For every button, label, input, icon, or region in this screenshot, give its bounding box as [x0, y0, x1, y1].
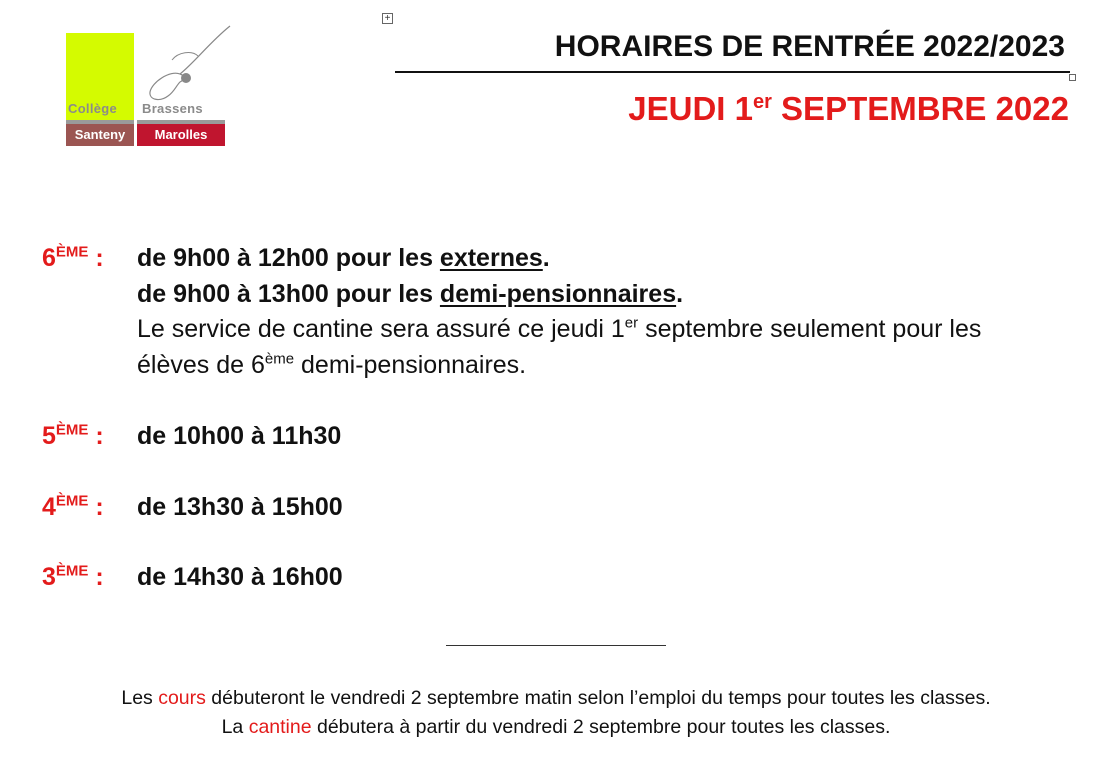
footer-text: Les [121, 687, 159, 709]
schedule-emphasis: externes [439, 244, 543, 272]
level-number: 4 [42, 493, 56, 521]
note-sup: ème [264, 350, 295, 368]
logo-college-label: Collège [68, 101, 118, 116]
schedule-time-4: de 13h30 à 15h00 [137, 493, 343, 521]
schedule-text: de 9h00 à 13h00 pour les [137, 280, 440, 308]
level-colon: : [88, 493, 104, 521]
level-number: 3 [42, 563, 56, 591]
separator-line [446, 645, 666, 646]
date-sup: er [752, 91, 772, 113]
note-text: demi-pensionnaires. [294, 351, 527, 379]
level-colon: : [88, 563, 104, 591]
table-resize-handle[interactable] [1069, 74, 1076, 81]
logo-brassens-label: Brassens [142, 101, 203, 116]
schedule-note [137, 315, 981, 344]
footer-line [0, 716, 1112, 739]
table-move-handle-icon[interactable]: + [382, 13, 393, 24]
level-sup: ÈME [55, 492, 89, 510]
level-sup: ÈME [55, 421, 89, 439]
note-text: élèves de 6 [137, 351, 265, 379]
note-text: Le service de cantine sera assuré ce jeudi 1 [137, 315, 625, 343]
title-underline [395, 71, 1070, 73]
schedule-emphasis: demi-pensionnaires [439, 280, 677, 308]
guitar-icon [140, 22, 240, 102]
level-label-3 [42, 563, 104, 592]
level-number: 6 [42, 244, 56, 272]
footer-highlight: cours [158, 687, 206, 709]
schedule-punct: . [676, 280, 684, 308]
schedule-note [137, 351, 526, 380]
schedule-punct: . [542, 244, 550, 272]
note-text: septembre seulement pour les [638, 315, 982, 343]
footer-highlight: cantine [248, 716, 312, 738]
footer-text: débuteront le vendredi 2 septembre matin selon l’emploi du temps pour toutes les classes. [205, 687, 991, 709]
level-label-5 [42, 422, 104, 451]
footer-text: La [221, 716, 249, 738]
level-colon: : [88, 422, 104, 450]
level-label-6 [42, 244, 104, 273]
date-heading [628, 90, 1069, 128]
schedule-line [137, 244, 550, 273]
level-label-4 [42, 493, 104, 522]
level-sup: ÈME [55, 243, 89, 261]
footer-text: débutera à partir du vendredi 2 septembre pour toutes les classes. [311, 716, 891, 738]
schedule-time-3: de 14h30 à 16h00 [137, 563, 343, 591]
note-sup: er [624, 314, 639, 332]
schedule-line [137, 280, 683, 309]
level-colon: : [88, 244, 104, 272]
page-title: HORAIRES DE RENTRÉE 2022/2023 [554, 30, 1065, 63]
date-prefix: JEUDI 1 [628, 90, 753, 127]
logo-santeny-label: Santeny [66, 124, 134, 146]
date-suffix: SEPTEMBRE 2022 [771, 90, 1069, 127]
logo-marolles-label: Marolles [137, 124, 225, 146]
level-number: 5 [42, 422, 56, 450]
schedule-text: de 9h00 à 12h00 pour les [137, 244, 440, 272]
footer-line [0, 687, 1112, 710]
schedule-time-5: de 10h00 à 11h30 [137, 422, 342, 450]
level-sup: ÈME [55, 562, 89, 580]
